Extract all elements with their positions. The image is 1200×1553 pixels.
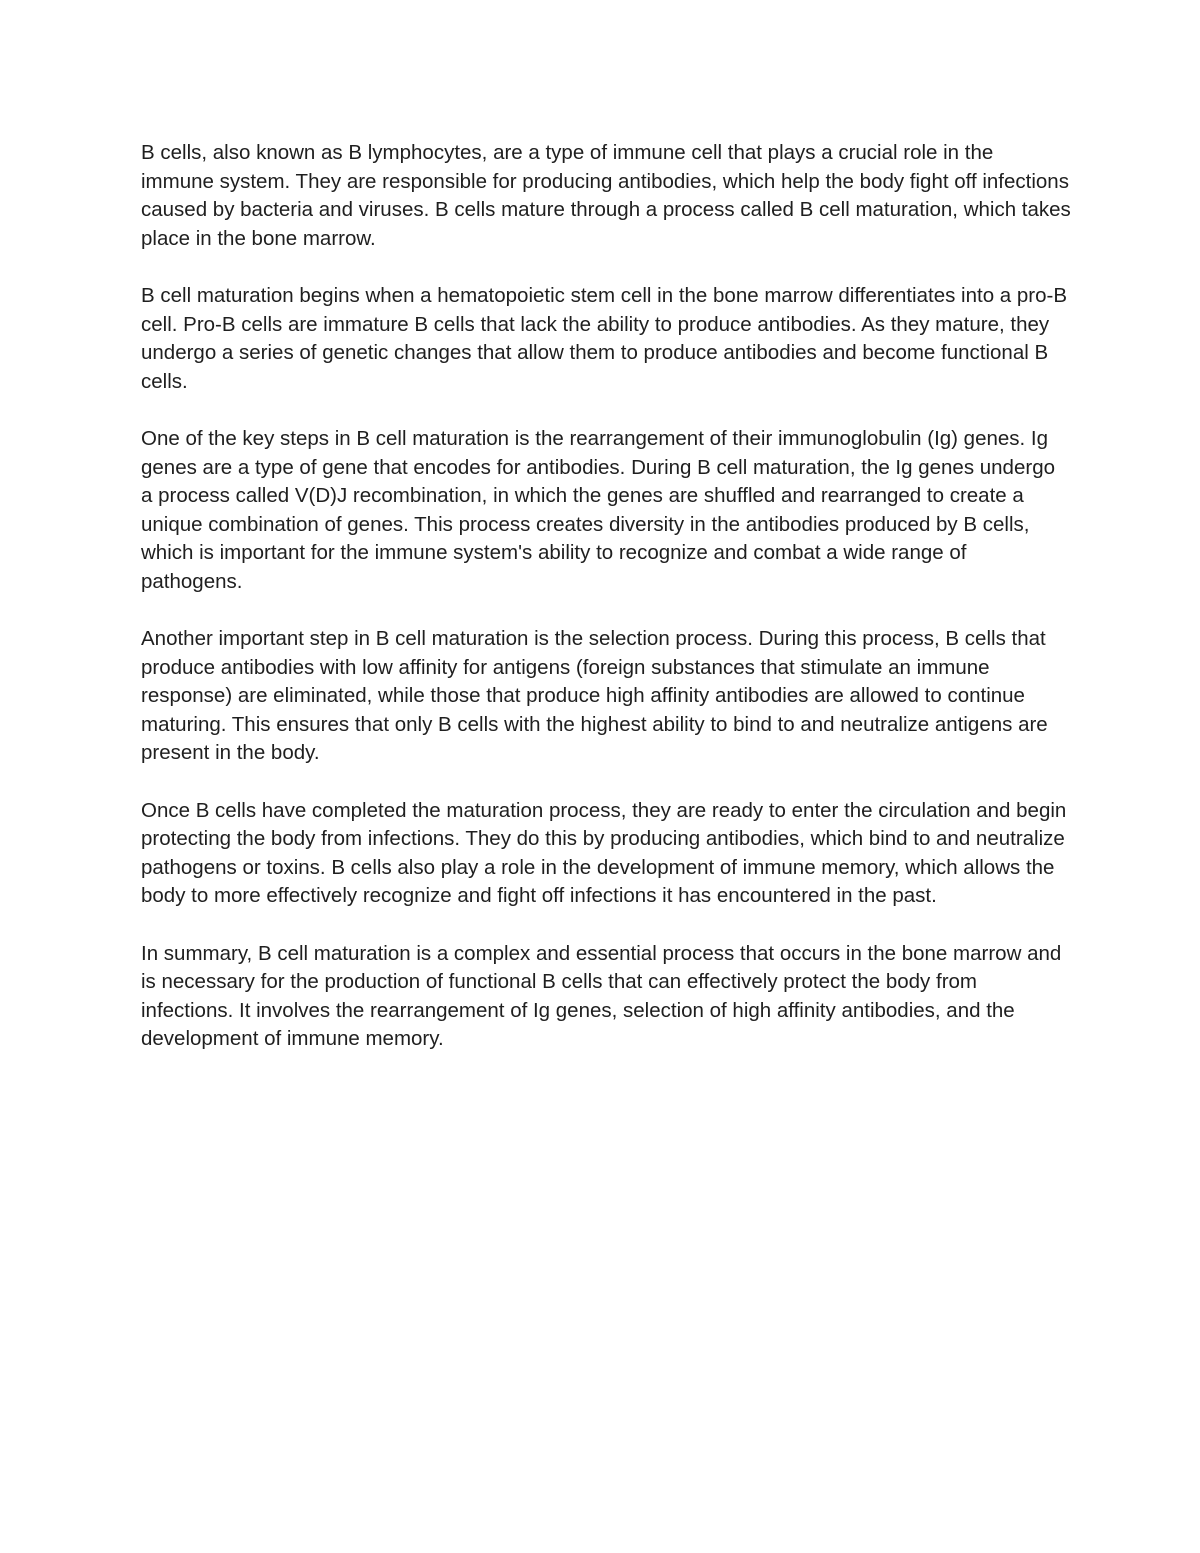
paragraph-circulation: Once B cells have completed the maturation process, they are ready to enter the circulation and begin protecting the body from infections. They do this by producing antibodies, which bind to and neutralize pathogens or toxins. B cells also play a role in the development of immune memory, which allows the body to more effectively recognize and fight off infections it has encountered in the past. [141, 798, 1067, 908]
paragraph-selection-process: Another important step in B cell maturation is the selection process. During this process, B cells that produce antibodies with low affinity for antigens (foreign substances that stimulate an immune response) are eliminated, while those that produce high affinity antibodies are allowed to continue maturing. This ensures that only B cells with the highest ability to bind to and neutralize antigens are present in the body. [141, 627, 1048, 765]
paragraph-summary: In summary, B cell maturation is a complex and essential process that occurs in the bone marrow and is necessary for the production of functional B cells that can effectively protect the body from infections. It involves the rearrangement of Ig genes, selection of high affinity antibodies, and the development of immune memory. [141, 941, 1062, 1051]
paragraph-ig-rearrangement: One of the key steps in B cell maturation is the rearrangement of their immunoglobulin (Ig) genes. Ig genes are a type of gene that encodes for antibodies. During B cell maturation, the Ig genes undergo a process called V(D)J recombination, in which the genes are shuffled and rearranged to create a unique combination of genes. This process creates diversity in the antibodies produced by B cells, which is important for the immune system's ability to recognize and combat a wide range of pathogens. [141, 426, 1055, 593]
paragraph-intro: B cells, also known as B lymphocytes, are a type of immune cell that plays a crucial role in the immune system. They are responsible for producing antibodies, which help the body fight off infections caused by bacteria and viruses. B cells mature through a process called B cell maturation, which takes place in the bone marrow. [141, 141, 1071, 250]
document-body [141, 139, 1071, 1054]
paragraph-maturation-begins: B cell maturation begins when a hematopoietic stem cell in the bone marrow differentiates into a pro-B cell. Pro-B cells are immature B cells that lack the ability to produce antibodies. As they mature, they undergo a series of genetic changes that allow them to produce antibodies and become functional B cells. [141, 283, 1068, 393]
